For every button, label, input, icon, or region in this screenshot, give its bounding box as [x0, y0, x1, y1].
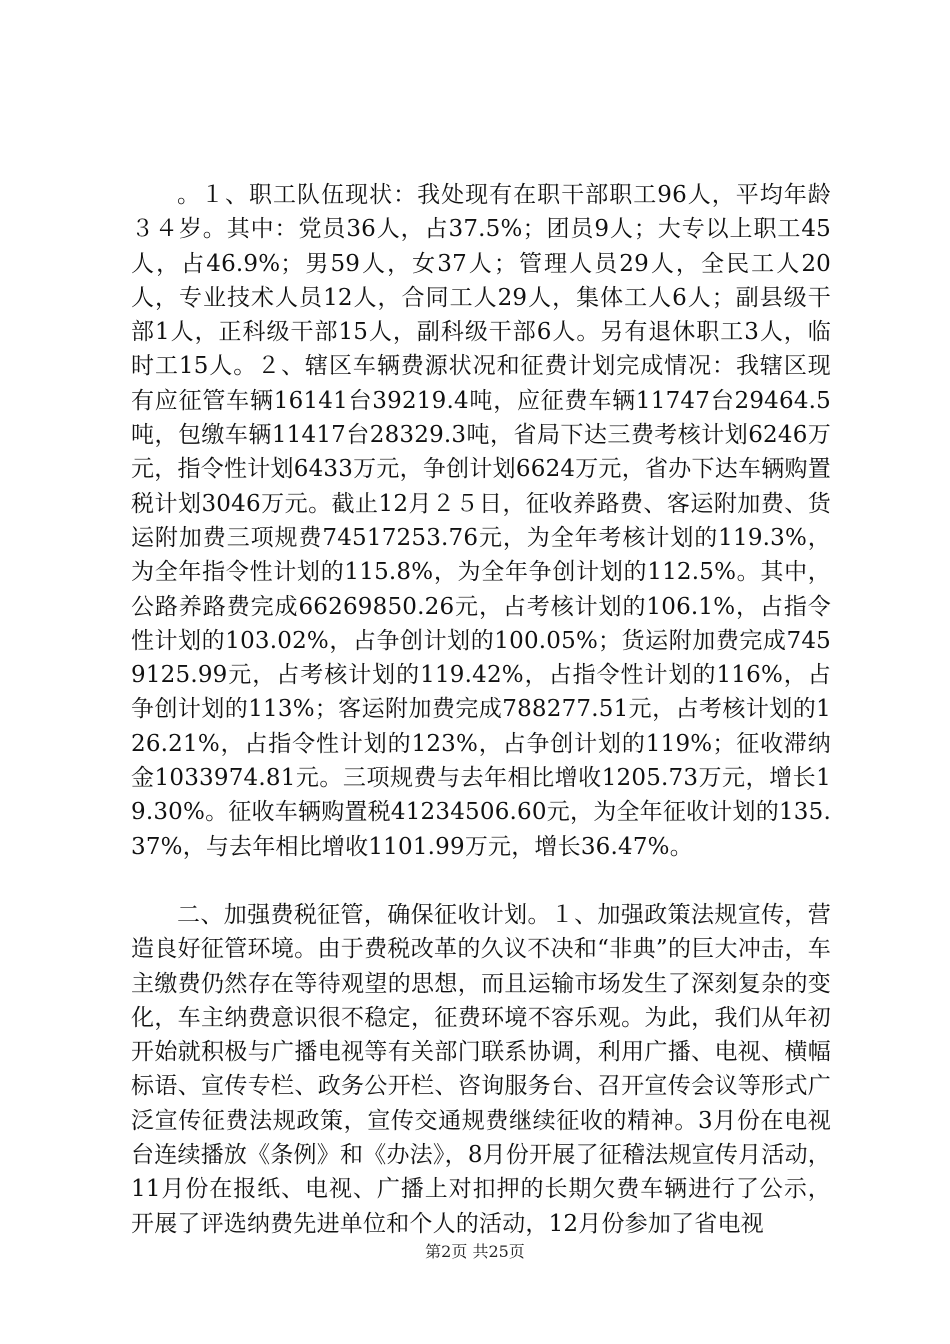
paragraph-tax-management: 二、加强费税征管，确保征收计划。１、加强政策法规宣传，营造良好征管环境。由于费税改革的久议不决和“非典”的巨大冲击，车主缴费仍然存在等待观望的思想，而且运输市场发生了深刻复杂的变化，车主纳费意识很不稳定，征费环境不容乐观。为此，我们从年初开始就积极与广播电视等有关部门联系协调，利用广播、电视、横幅标语、宣传专栏、政务公开栏、咨询服务台、召开宣传会议等形式广泛宣传征费法规政策，宣传交通规费继续征收的精神。3月份在电视台连续播放《条例》和《办法》，8月份开展了征稽法规宣传月活动，11月份在报纸、电视、广播上对扣押的长期欠费车辆进行了公示，开展了评选纳费先进单位和个人的活动，12月份参加了省电视 — [131, 901, 831, 1237]
document-body — [131, 178, 831, 1241]
paragraph-staff-and-revenue: 。１、职工队伍现状：我处现有在职干部职工96人，平均年龄３４岁。其中：党员36人，占37.5%；团员9人；大专以上职工45人，占46.9%；男59人，女37人；管理人员29人，全民工人20人，专业技术人员12人，合同工人29人，集体工人6人；副县级干部1人，正科级干部15人，副科级干部6人。另有退休职工3人，临时工15人。２、辖区车辆费源状况和征费计划完成情况：我辖区现有应征管车辆16141台39219.4吨，应征费车辆11747台29464.5吨，包缴车辆11417台28329.3吨，省局下达三费考核计划6246万元，指令性计划6433万元，争创计划6624万元，省办下达车辆购置税计划3046万元。截止12月２５日，征收养路费、客运附加费、货运附加费三项规费74517253.76元，为全年考核计划的119.3%，为全年指令性计划的115.8%，为全年争创计划的112.5%。其中，公路养路费完成66269850.26元，占考核计划的106.1%，占指令性计划的103.02%，占争创计划的100.05%；货运附加费完成7459125.99元，占考核计划的119.42%，占指令性计划的116%，占争创计划的113%；客运附加费完成788277.51元，占考核计划的126.21%，占指令性计划的123%，占争创计划的119%；征收滞纳金1033974.81元。三项规费与去年相比增收1205.73万元，增长19.30%。征收车辆购置税41234506.60元，为全年征收计划的135.37%，与去年相比增收1101.99万元，增长36.47%。 — [131, 182, 831, 860]
page-number-footer: 第2页 共25页 — [425, 1242, 525, 1261]
